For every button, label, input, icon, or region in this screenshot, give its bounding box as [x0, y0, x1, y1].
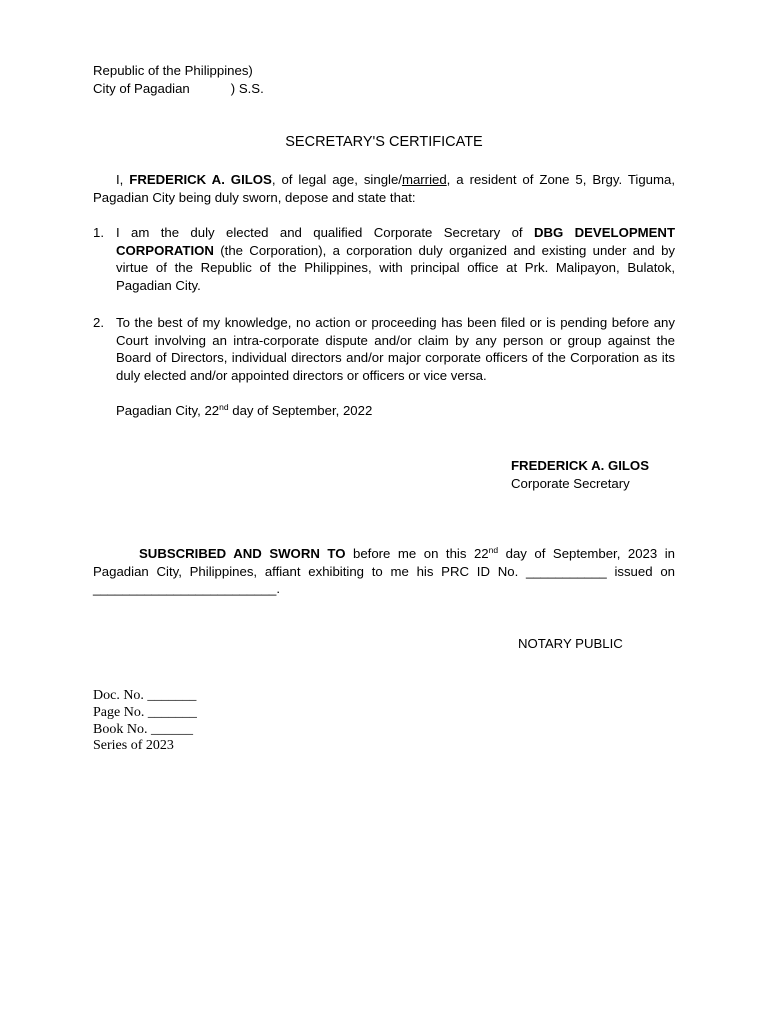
- intro-mid: , of legal age, single/: [271, 172, 402, 187]
- list-item: [93, 224, 675, 294]
- intro-post: , a resident of Zone 5, Brgy. Tiguma, Pagadian City being duly sworn, depose and state that:: [93, 172, 675, 205]
- book-no: Book No. ______: [93, 721, 193, 737]
- jurat-ordinal: nd: [488, 545, 499, 555]
- issued-on-blank: _________________________: [93, 581, 277, 597]
- intro-paragraph: [93, 171, 675, 206]
- item-number: 2.: [93, 315, 104, 330]
- corporation-name: DBG DEVELOPMENT CORPORATION: [116, 225, 675, 258]
- jurat-mid: day of September, 2023 in Pagadian City, Philippines, affiant exhibiting to me his PRC ID No.: [93, 546, 676, 579]
- jurat-paragraph: [93, 545, 675, 598]
- page-no: Page No. _______: [93, 704, 197, 720]
- dateline: [116, 402, 616, 420]
- jurat-end: .: [276, 581, 281, 597]
- venue-city-line: [93, 80, 393, 98]
- venue-city: City of Pagadian: [93, 80, 190, 96]
- venue-ss: ) S.S.: [230, 80, 264, 96]
- intro-pre: I,: [116, 172, 130, 187]
- civil-status: married: [401, 172, 447, 187]
- affiant-name: FREDERICK A. GILOS: [129, 172, 272, 187]
- signatory-title: Corporate Secretary: [511, 475, 630, 491]
- item-text: To the best of my knowledge, no action or proceeding has been filed or is pending before any Court involving an intra-corporate dispute and/or claim by any person or group against the Board of Directors, individual directors and/or major corporate officers of the Corporation as its duly elected and/or appointed directors or officers or vice versa.: [116, 315, 675, 383]
- dateline-post: day of September, 2022: [228, 403, 373, 418]
- dateline-ordinal: nd: [219, 402, 229, 412]
- dateline-pre: Pagadian City, 22: [116, 403, 220, 418]
- signature-block: [511, 457, 711, 492]
- doc-no: Doc. No. _______: [93, 688, 197, 703]
- venue-block: [93, 62, 393, 97]
- item1-pre: I am the duly elected and qualified Corporate Secretary of: [116, 225, 534, 240]
- item-number: 1.: [93, 225, 104, 240]
- item1-post: (the Corporation), a corporation duly organized and existing under and by virtue of the Republic of the Philippines, with principal office at Prk. Malipayon, Bulatok, Pagadian City.: [116, 242, 675, 293]
- signatory-name: FREDERICK A. GILOS: [511, 458, 649, 473]
- item-text: [116, 224, 675, 294]
- notary-public-label: NOTARY PUBLIC: [518, 636, 623, 651]
- prc-id-blank: ___________: [526, 563, 607, 579]
- venue-republic: Republic of the Philippines): [93, 63, 253, 78]
- series: Series of 2023: [93, 738, 174, 754]
- jurat-pre: before me on this 22: [345, 546, 489, 561]
- list-item: [93, 314, 675, 384]
- notarial-register-block: [93, 688, 293, 755]
- jurat-issued: issued on: [606, 563, 675, 579]
- jurat-heading: SUBSCRIBED AND SWORN TO: [139, 546, 346, 561]
- document-title: SECRETARY'S CERTIFICATE: [285, 134, 483, 150]
